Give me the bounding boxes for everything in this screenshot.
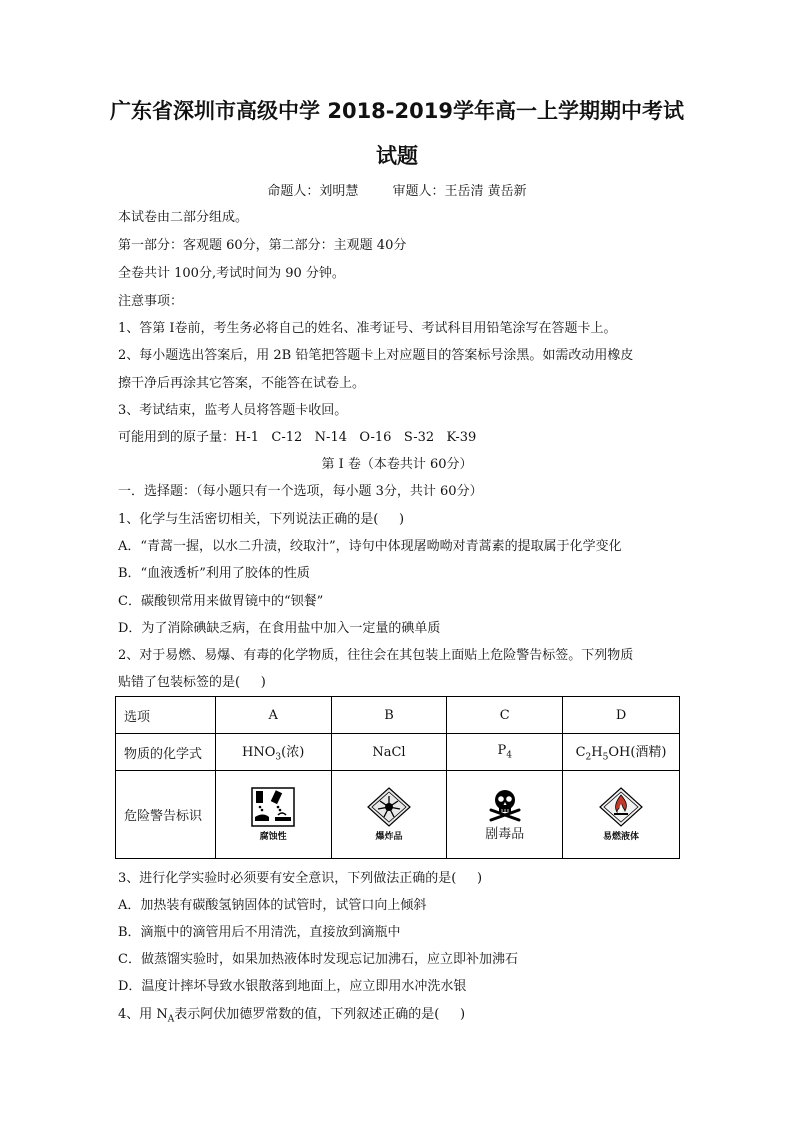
warning-cell-c <box>447 771 563 859</box>
formula-d-sub1: 2 <box>585 752 592 763</box>
table-row <box>116 697 680 734</box>
q3-stem: 3、进行化学实验时必须要有安全意识，下列做法正确的是( ) <box>118 871 483 886</box>
formula-d-sub2: 5 <box>602 752 609 763</box>
q3-option-d: D．温度计摔坏导致水银散落到地面上，应立即用水冲洗水银 <box>118 979 467 994</box>
formula-c <box>447 734 563 771</box>
formula-a-main: HNO <box>242 745 276 761</box>
q2-stem-a: 2、对于易燃、易爆、有毒的化学物质，往往会在其包装上面贴上危险警告标签。下列物质 <box>118 648 634 663</box>
col-header-b: B <box>331 697 447 734</box>
warning-cell-d <box>563 771 680 859</box>
q3-option-a: A．加热装有碳酸氢钠固体的试管时，试管口向上倾斜 <box>118 898 427 913</box>
exam-title-line1: 广东省深圳市高级中学 2018-2019学年高一上学期期中考试 <box>110 99 684 123</box>
formula-d <box>563 734 680 771</box>
warning-label-d: 易燃液体 <box>603 832 640 842</box>
setter-name: 命题人：刘明慧 <box>267 184 359 199</box>
formula-d-c: C <box>575 745 586 761</box>
note-2b: 擦干净后再涂其它答案，不能答在试卷上。 <box>118 376 366 391</box>
q4-stem <box>118 1003 465 1025</box>
notes-heading: 注意事项： <box>118 294 184 309</box>
q3-option-c: C．做蒸馏实验时，如果加热液体时发现忘记加沸石，应立即补加沸石 <box>118 952 518 967</box>
intro-line-2: 第一部分：客观题 60分，第二部分：主观题 40分 <box>118 238 407 253</box>
warning-label-b: 爆炸品 <box>375 832 403 842</box>
flammable-liquid-icon <box>598 787 644 827</box>
q2-stem-b: 贴错了包装标签的是( ) <box>118 675 266 690</box>
explosive-icon <box>366 787 412 827</box>
q1-option-b: B．“血液透析”利用了胶体的性质 <box>118 566 310 581</box>
col-header-d: D <box>563 697 680 734</box>
reviewer-names: 审题人：王岳清 黄岳新 <box>392 184 527 199</box>
exam-title-line2: 试题 <box>376 144 418 168</box>
row-label-option: 选项 <box>116 697 216 734</box>
formula-c-sub: 4 <box>506 750 512 761</box>
skull-crossbones-icon <box>485 788 525 822</box>
formula-a-sub: 3 <box>275 752 282 763</box>
formula-a <box>215 734 331 771</box>
corrosive-icon <box>251 787 295 827</box>
formula-b: NaCl <box>331 734 447 771</box>
q1-option-c: C．碳酸钡常用来做胃镜中的“钡餐” <box>118 594 324 609</box>
warning-cell-b <box>331 771 447 859</box>
atomic-masses: 可能用到的原子量：H-1 C-12 N-14 O-16 S-32 K-39 <box>118 430 477 445</box>
note-1: 1、答第 I卷前，考生务必将自己的姓名、准考证号、考试科目用铅笔涂写在答题卡上。 <box>118 321 617 336</box>
warning-label-a: 腐蚀性 <box>259 832 287 842</box>
col-header-c: C <box>447 697 563 734</box>
note-2a: 2、每小题选出答案后，用 2B 铅笔把答题卡上对应题目的答案标号涂黑。如需改动用橡皮 <box>118 348 634 363</box>
warning-label-c: 剧毒品 <box>485 826 525 842</box>
q1-stem: 1、化学与生活密切相关，下列说法正确的是( ) <box>118 512 405 527</box>
section1-instructions: 一．选择题：（每小题只有一个选项，每小题 3分，共计 60分） <box>118 484 483 499</box>
section1-title: 第 I 卷（本卷共计 60分） <box>321 457 473 472</box>
q4-stem-post: 表示阿伏加德罗常数的值，下列叙述正确的是( ) <box>174 1007 466 1022</box>
q2-options-table <box>115 696 680 859</box>
q3-option-b: B．滴瓶中的滴管用后不用清洗，直接放到滴瓶中 <box>118 925 401 940</box>
authors-line <box>0 180 794 199</box>
formula-d-h: H <box>591 745 603 761</box>
q1-option-d: D．为了消除碘缺乏病，在食用盐中加入一定量的碘单质 <box>118 621 441 636</box>
formula-d-tail: OH(酒精) <box>608 745 667 761</box>
table-row <box>116 734 680 771</box>
formula-a-tail: (浓) <box>281 745 305 761</box>
row-label-formula: 物质的化学式 <box>116 734 216 771</box>
q4-stem-pre: 4、用 N <box>118 1007 168 1022</box>
col-header-a: A <box>215 697 331 734</box>
table-row <box>116 771 680 859</box>
q4-stem-sub: A <box>167 1014 175 1025</box>
warning-cell-a <box>215 771 331 859</box>
formula-c-main: P <box>497 743 507 759</box>
intro-line-1: 本试卷由二部分组成。 <box>118 210 249 225</box>
intro-line-3: 全卷共计 100分,考试时间为 90 分钟。 <box>118 266 345 281</box>
row-label-warning: 危险警告标识 <box>116 771 216 859</box>
note-3: 3、考试结束，监考人员将答题卡收回。 <box>118 403 348 418</box>
q1-option-a: A．“青蒿一握，以水二升渍，绞取汁”，诗句中体现屠呦呦对青蒿素的提取属于化学变化 <box>118 539 622 554</box>
